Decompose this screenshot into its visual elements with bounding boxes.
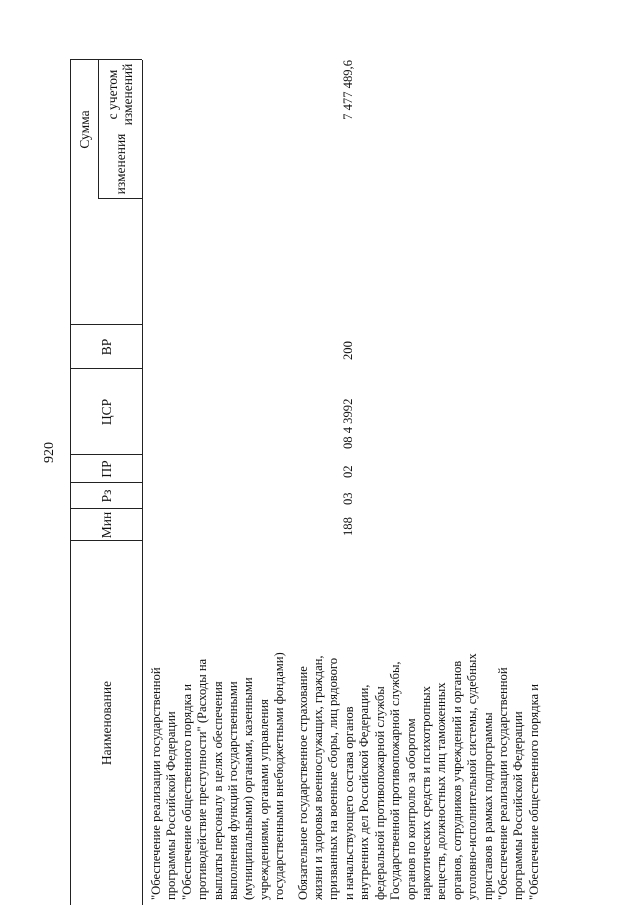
row-2-csr: 08 4 3992 — [341, 398, 355, 449]
header-vr: ВР — [98, 338, 114, 356]
row-names — [149, 544, 542, 900]
page-number: 920 — [42, 442, 57, 463]
header-pr: ПР — [98, 460, 114, 478]
row-2-with-changes: 7 477 489,6 — [341, 60, 355, 120]
row-2-min: 188 — [341, 517, 355, 536]
header-name: Наименование — [98, 680, 114, 766]
row-2-rz: 03 — [341, 492, 355, 505]
header-bottom-border — [142, 60, 143, 905]
header-with-changes-line2: изменений — [120, 63, 135, 126]
header-changes: изменения — [112, 133, 128, 195]
row-2-name: Обязательное государственное страхование жизни и здоровья военнослужащих, граждан, призванных на военные сборы, лиц рядового и начальствующего состава органов внутренних дел Российской Федерации, федеральной противопожарной службы Государственной противопожарной службы, органов по контролю за оборотом наркотических средств и психотропных веществ, должностных лиц таможенных органов, сотрудников учреждений и органов уголовно-исполнительной системы, судебных приставов в рамках подпрограммы "Обеспечение реализации государственной программы Российской Федерации "Обеспечение общественного порядка и — [295, 653, 541, 900]
header-sum: Сумма — [76, 110, 92, 149]
header-rz: Рз — [98, 489, 114, 503]
row-2-pr: 02 — [341, 465, 355, 478]
row-2-vr: 200 — [341, 341, 355, 360]
header-with-changes — [98, 60, 142, 129]
row-1-name: "Обеспечение реализации государственной программы Российской Федерации "Обеспечение общественного порядка и противодействие преступности" (Расходы на выплаты персоналу в целях обеспечения выполнения функций государственными (муниципальными) органами, казенными учреждениями, органами управления государственными внебюджетными фондами) — [149, 652, 287, 900]
header-min: Мин — [98, 511, 114, 539]
header-with-changes-line1: с учетом — [105, 69, 120, 120]
header-csr: ЦСР — [98, 398, 114, 426]
